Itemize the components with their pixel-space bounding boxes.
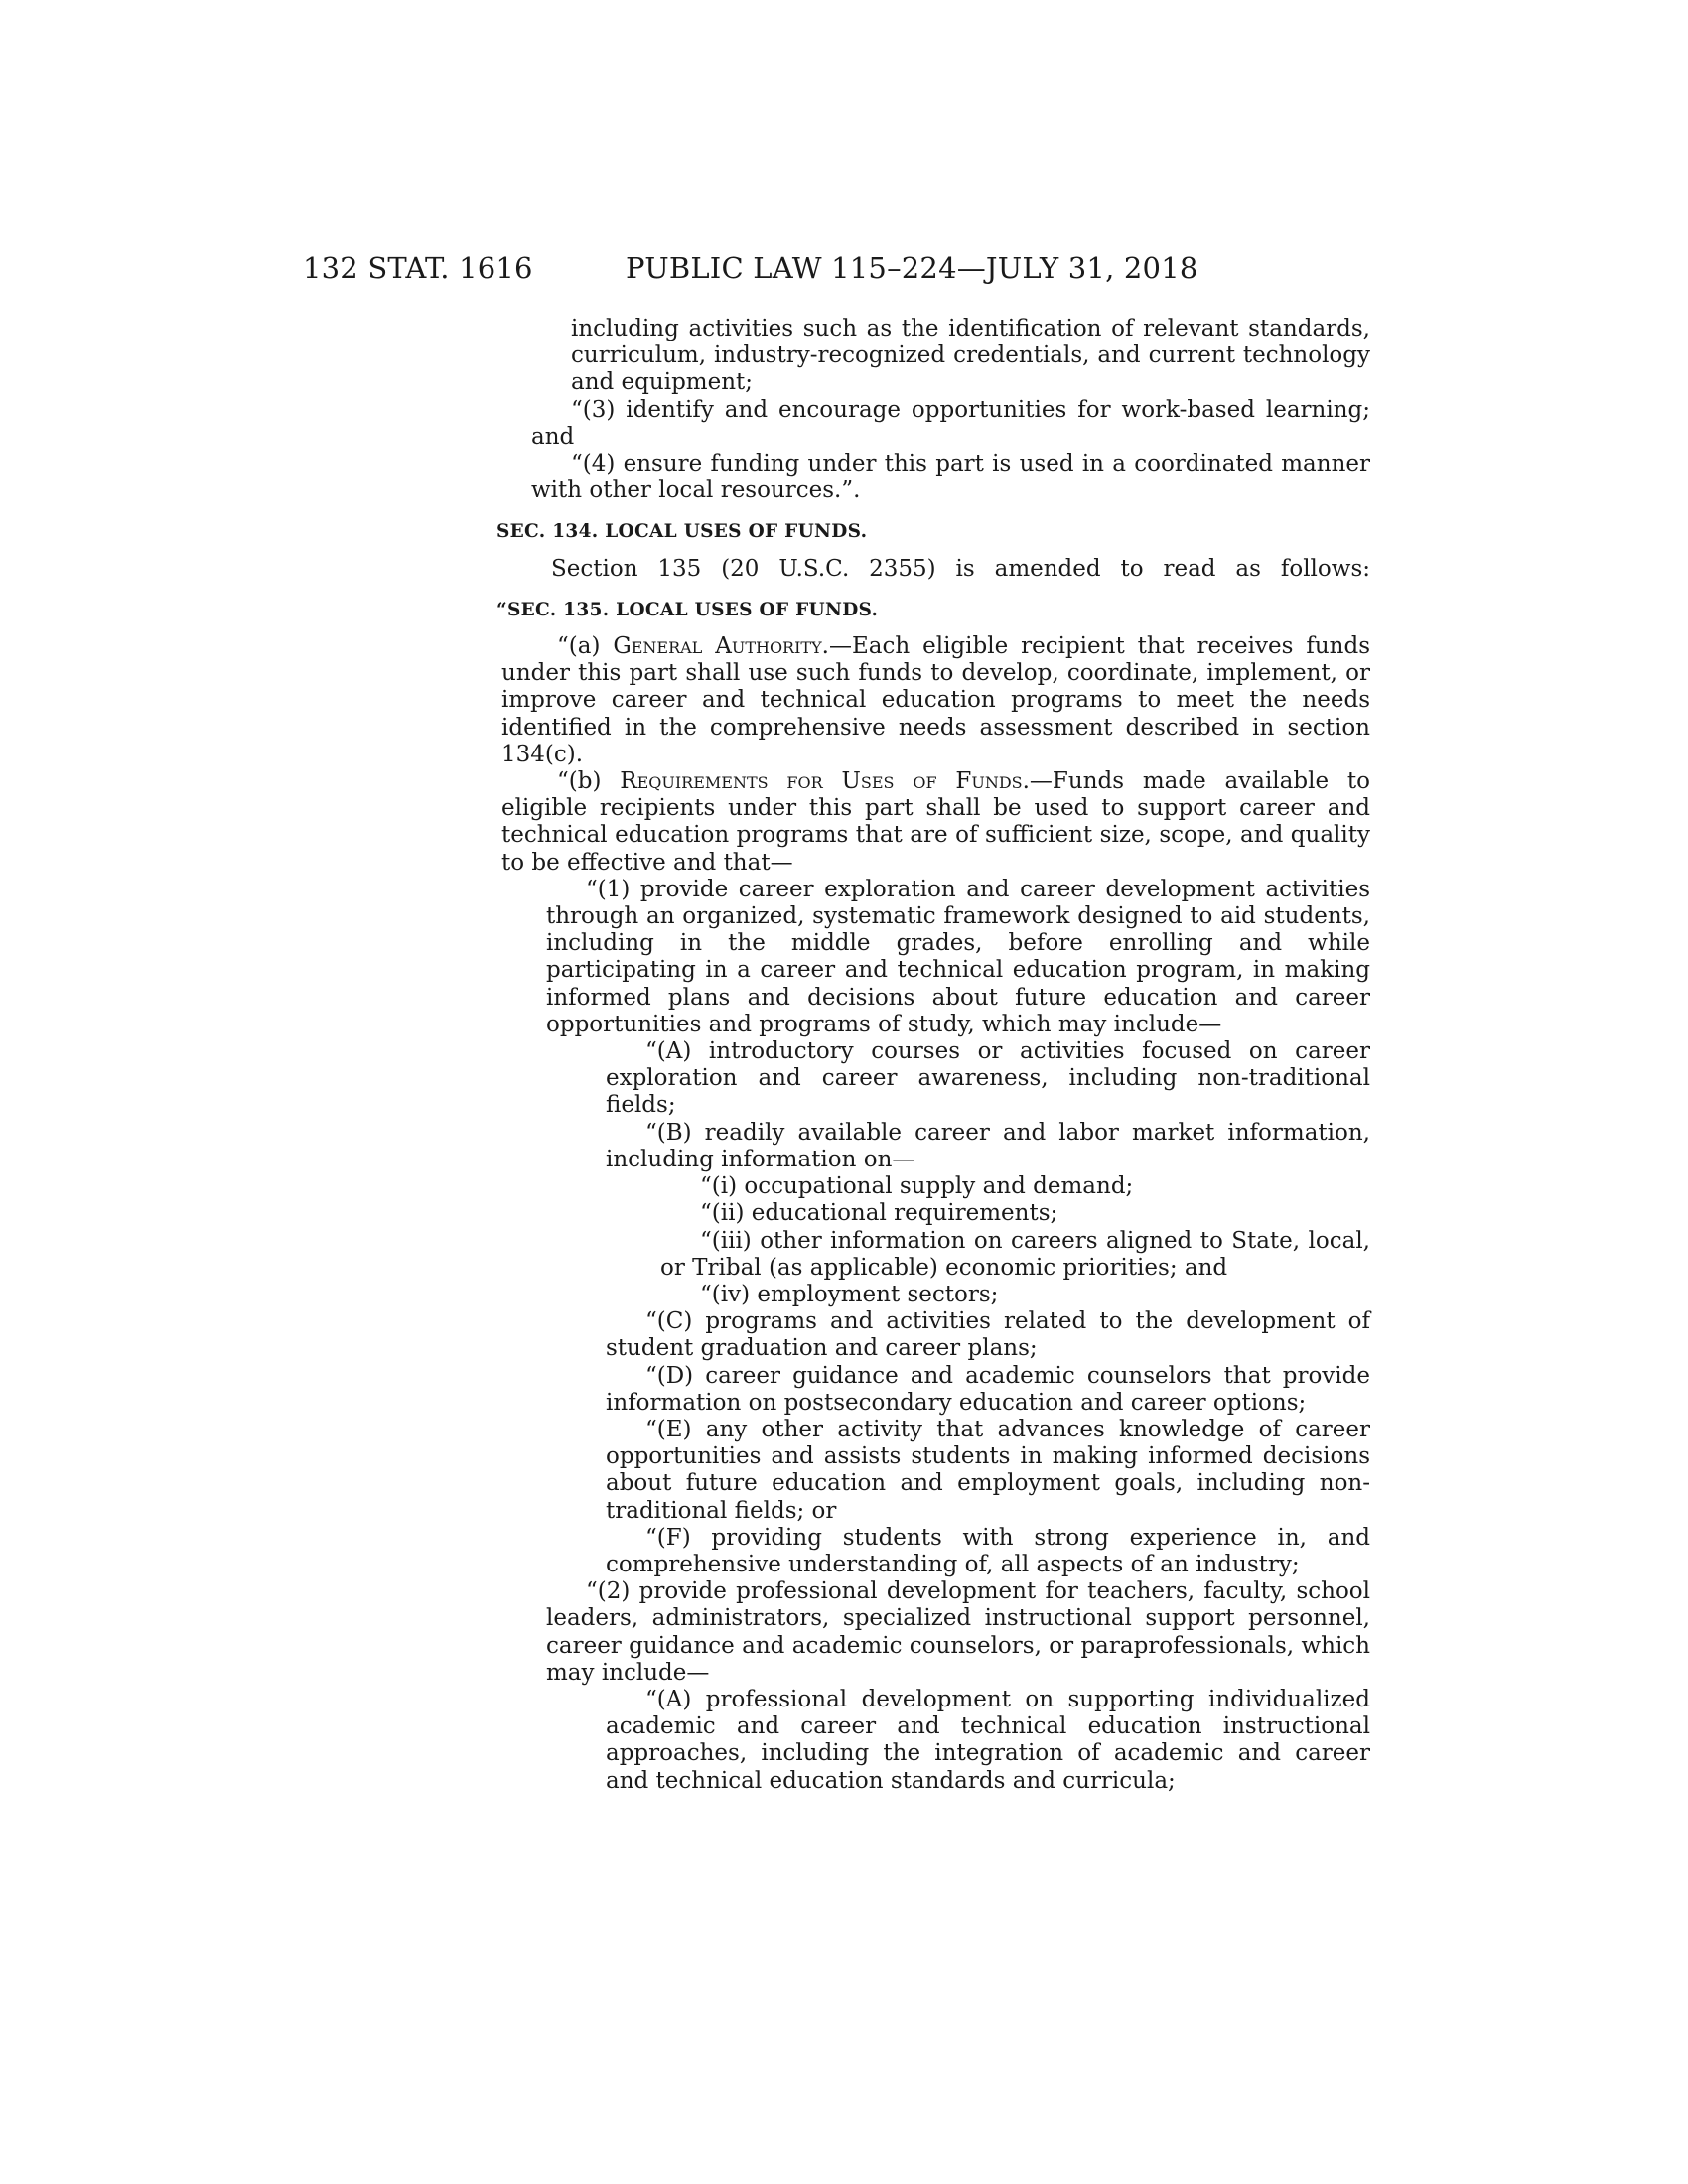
section-134-amendment: Section 135 (20 U.S.C. 2355) is amended to read as follows: [551,555,1370,582]
subparagraph-1B: “(B) readily available career and labor market information, including information on— [606,1119,1370,1172]
paragraph-3: “(3) identify and encourage opportunities for work-based learning; and [531,396,1370,450]
paragraph-1: “(1) provide career exploration and career development activities through an organized, systematic framework designed to aid students, including in the middle grades, before enrolling and while participating in a career and technical education program, in making informed plans and decisions about future education and career opportunities and programs of study, which may include— [546,876,1370,1037]
clause-1Biv: “(iv) employment sectors; [700,1281,999,1307]
document-body [496,316,1370,1795]
subparagraph-1D: “(D) career guidance and academic counselors that provide information on postsecondary education and career options; [606,1362,1370,1416]
clause-1Bii: “(ii) educational requirements; [700,1200,1058,1227]
running-header [303,248,1370,288]
subparagraph-1E: “(E) any other activity that advances knowledge of career opportunities and assists students in making informed decisions about future education and employment goals, including non-traditional fields; or [606,1416,1370,1524]
subsection-a [501,633,1370,768]
subsection-a-title: General Authority [613,633,822,660]
subsection-a-text: .—Each eligible recipient that receives funds under this part shall use such funds to develop, coordinate, implement, or improve career and technical education programs to meet the needs identified in the comprehensive needs assessment described in section 134(c). [501,633,1370,767]
paragraph-2: “(2) provide professional development for teachers, faculty, school leaders, administrators, specialized instructional support personnel, career guidance and academic counselors, or paraprofessionals, which may include— [546,1578,1370,1686]
paragraph-4: “(4) ensure funding under this part is used in a coordinated manner with other local resources.”. [531,451,1370,504]
continuation-paragraph: including activities such as the identification of relevant standards, curriculum, industry-recognized credentials, and current technology and equipment; [571,316,1370,396]
subsection-b-text: .—Funds made available to eligible recipients under this part shall be used to support career and technical education programs that are of sufficient size, scope, and quality to be effective and that— [501,768,1370,876]
section-135-heading: “SEC. 135. LOCAL USES OF FUNDS. [496,599,879,620]
clause-1Bi: “(i) occupational supply and demand; [700,1173,1134,1200]
subparagraph-1F: “(F) providing students with strong experience in, and comprehensive understanding of, all aspects of an industry; [606,1524,1370,1577]
subsection-b-label: “(b) [557,768,621,795]
clause-1Biii: “(iii) other information on careers aligned to State, local, or Tribal (as applicable) economic priorities; and [660,1227,1370,1281]
subparagraph-1A: “(A) introductory courses or activities focused on career exploration and career awareness, including non-traditional fields; [606,1038,1370,1119]
subparagraph-2A: “(A) professional development on supporting individualized academic and career and technical education instructional approaches, including the integration of academic and career and technical education standards and curricula; [606,1686,1370,1794]
section-134-heading: SEC. 134. LOCAL USES OF FUNDS. [496,521,868,543]
law-title: PUBLIC LAW 115–224—JULY 31, 2018 [626,251,1198,285]
subsection-b-title: Requirements for Uses of Funds [620,768,1023,795]
subsection-a-label: “(a) [557,633,614,660]
statute-reference: 132 STAT. 1616 [303,251,533,285]
subparagraph-1C: “(C) programs and activities related to the development of student graduation and career plans; [606,1308,1370,1362]
subsection-b [501,768,1370,877]
